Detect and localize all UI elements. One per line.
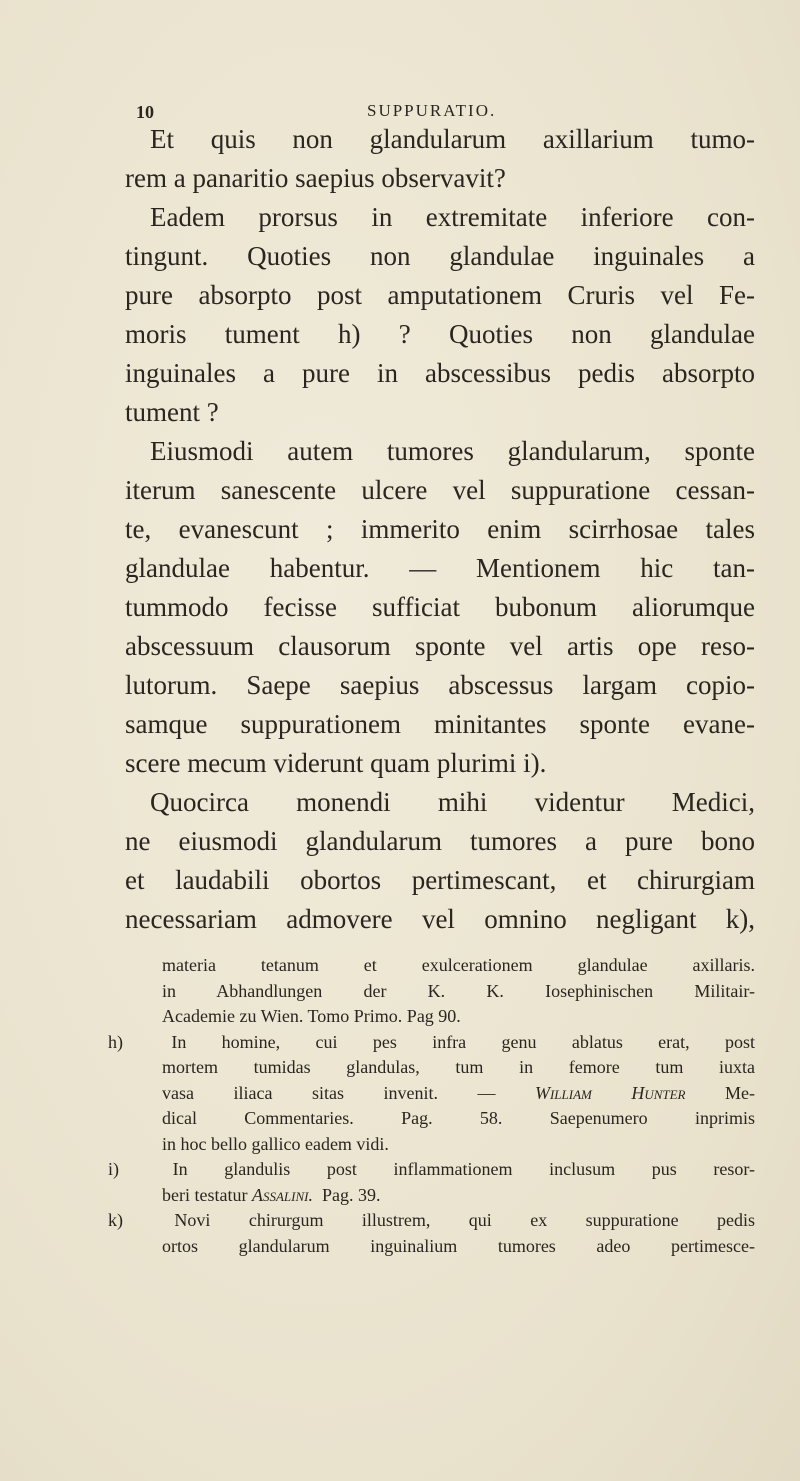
footnote-line: mortem tumidas glandulas, tum in femore tum iuxta	[162, 1057, 755, 1077]
text-line: lutorum. Saepe saepius abscessus largam copio-	[125, 670, 755, 700]
footnote-line: materia tetanum et exulcerationem glandulae axillaris.	[162, 955, 755, 975]
footnote-text: In homine, cui pes infra genu ablatus erat, post	[171, 1031, 755, 1052]
text-line: ne eiusmodi glandularum tumores a pure bono	[125, 826, 755, 856]
text-line: et laudabili obortos pertimescant, et chirurgiam	[125, 865, 755, 895]
text-line: Eadem prorsus in extremitate inferiore con-	[150, 202, 755, 232]
text-line: scere mecum viderunt quam plurimi i).	[125, 748, 547, 778]
text-line: necessariam admovere vel omnino negligant k),	[125, 904, 755, 934]
text-line: tingunt. Quoties non glandulae inguinales a	[125, 241, 755, 271]
footnote-marker: i)	[108, 1159, 119, 1179]
text-line: iterum sanescente ulcere vel suppuratione cessan-	[125, 475, 755, 505]
footnotes	[108, 953, 755, 1259]
text-line: pure absorpto post amputationem Cruris vel Fe-	[125, 280, 755, 310]
text-line: rem a panaritio saepius observavit?	[125, 163, 506, 193]
text-line: abscessuum clausorum sponte vel artis ope reso-	[125, 631, 755, 661]
footnote-line: ortos glandularum inguinalium tumores adeo pertimesce-	[162, 1235, 755, 1256]
text-line: inguinales a pure in abscessibus pedis absorpto	[125, 358, 755, 388]
footnote-text: beri testatur	[162, 1184, 248, 1205]
text-line: Eiusmodi autem tumores glandularum, sponte	[150, 436, 755, 466]
running-title: SUPPURATIO.	[367, 101, 497, 120]
footnote-h	[108, 1030, 755, 1056]
text-line: te, evanescunt ; immerito enim scirrhosae tales	[125, 514, 755, 544]
footnote-line: in hoc bello gallico eadem vidi.	[162, 1133, 389, 1154]
footnote-line: dical Commentaries. Pag. 58. Saepenumero inprimis	[162, 1108, 755, 1128]
main-text	[125, 120, 755, 939]
footnote-text: Me-	[725, 1082, 756, 1103]
footnote-marker: k)	[108, 1210, 123, 1230]
text-line: Et quis non glandularum axillarium tumo-	[150, 124, 755, 154]
footnote-line	[108, 1081, 755, 1107]
footnote-text: In glandulis post inflammationem inclusum pus resor-	[172, 1159, 756, 1179]
footnote-line: Academie zu Wien. Tomo Primo. Pag 90.	[162, 1006, 461, 1026]
footnote-line: in Abhandlungen der K. K. Iosephinischen Militair-	[162, 980, 755, 1001]
author-name: William Hunter	[534, 1082, 686, 1103]
page-number: 10	[136, 102, 154, 122]
text-line: tummodo fecisse sufficiat bubonum aliorumque	[125, 592, 755, 622]
text-line: glandulae habentur. — Mentionem hic tan-	[125, 553, 755, 583]
footnote-marker: h)	[108, 1031, 123, 1052]
author-name: Assalini.	[251, 1184, 313, 1205]
footnote-text: vasa iliaca sitas invenit. —	[162, 1082, 496, 1103]
text-line: Quocirca monendi mihi videntur Medici,	[150, 787, 755, 817]
text-line: tument ?	[125, 397, 219, 427]
text-line: moris tument h) ? Quoties non glandulae	[125, 319, 755, 349]
text-line: samque suppurationem minitantes sponte evane-	[125, 709, 755, 739]
footnote-k	[108, 1208, 755, 1234]
footnote-text: Novi chirurgum illustrem, qui ex suppuratione pedis	[174, 1210, 755, 1230]
footnote-i	[108, 1157, 755, 1183]
footnote-text: Pag. 39.	[321, 1184, 381, 1205]
footnote-line	[108, 1183, 755, 1209]
